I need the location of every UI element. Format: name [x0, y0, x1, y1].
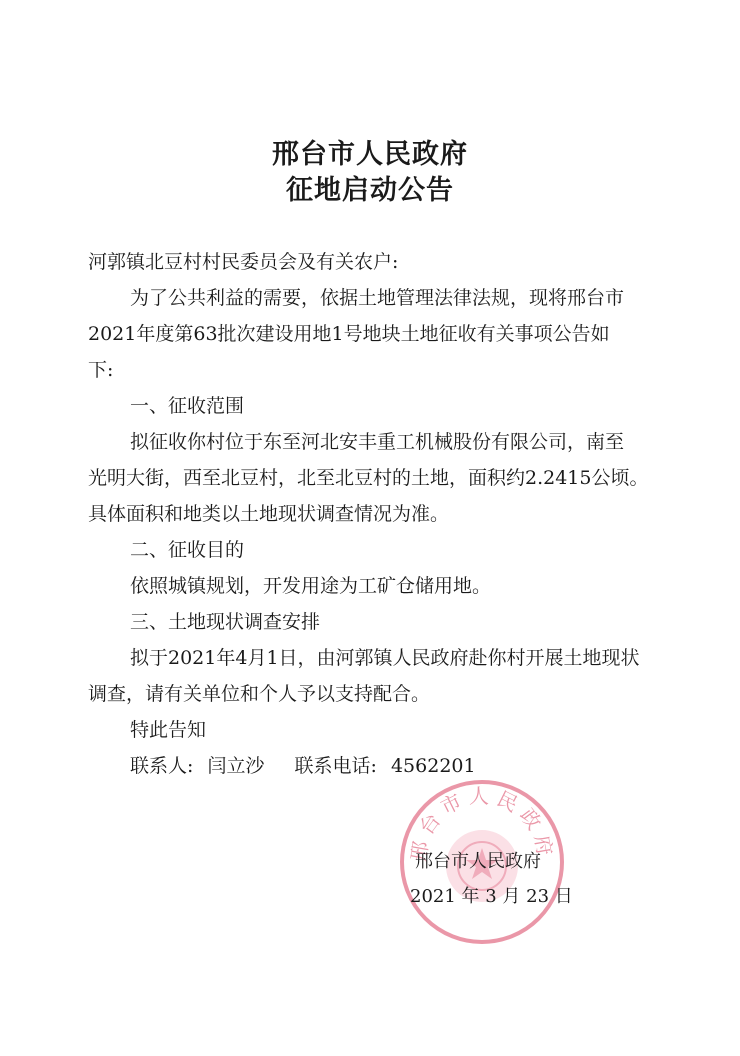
intro-line-1: 为了公共利益的需要，依据土地管理法律法规，现将邢台市 — [130, 287, 625, 309]
intro-line-2: 2021年度第63批次建设用地1号地块土地征收有关事项公告如 — [88, 323, 610, 345]
salutation: 河郭镇北豆村村民委员会及有关农户: — [88, 251, 399, 273]
contact-name: 闫立沙 — [207, 755, 265, 777]
signature-org: 邢台市人民政府 — [415, 851, 541, 872]
section-2-heading: 二、征收目的 — [130, 539, 245, 561]
intro-line-3: 下: — [88, 359, 114, 381]
seal-text: 邢台市人民政府 — [405, 784, 559, 864]
closing-text: 特此告知 — [130, 719, 207, 741]
contact-line — [130, 754, 476, 778]
signature-date: 2021 年 3 月 23 日 — [410, 886, 573, 907]
section-1-line-2: 光明大街，西至北豆村，北至北豆村的土地，面积约2.2415公顷。 — [88, 467, 649, 489]
section-1-heading: 一、征收范围 — [130, 395, 245, 417]
section-3-line-2: 调查，请有关单位和个人予以支持配合。 — [88, 683, 431, 705]
contact-phone-label: 联系电话: — [294, 755, 377, 777]
title-line-2: 征地启动公告 — [286, 175, 454, 206]
section-1-line-1: 拟征收你村位于东至河北安丰重工机械股份有限公司，南至 — [130, 431, 625, 453]
contact-phone: 4562201 — [390, 755, 476, 777]
section-1-line-3: 具体面积和地类以土地现状调查情况为准。 — [88, 503, 450, 525]
contact-label: 联系人: — [130, 755, 194, 777]
section-3-heading: 三、土地现状调查安排 — [130, 611, 321, 633]
section-3-line-1: 拟于2021年4月1日，由河郭镇人民政府赴你村开展土地现状 — [130, 647, 640, 669]
title-line-1: 邢台市人民政府 — [272, 139, 468, 170]
section-2-line-1: 依照城镇规划，开发用途为工矿仓储用地。 — [130, 575, 492, 597]
